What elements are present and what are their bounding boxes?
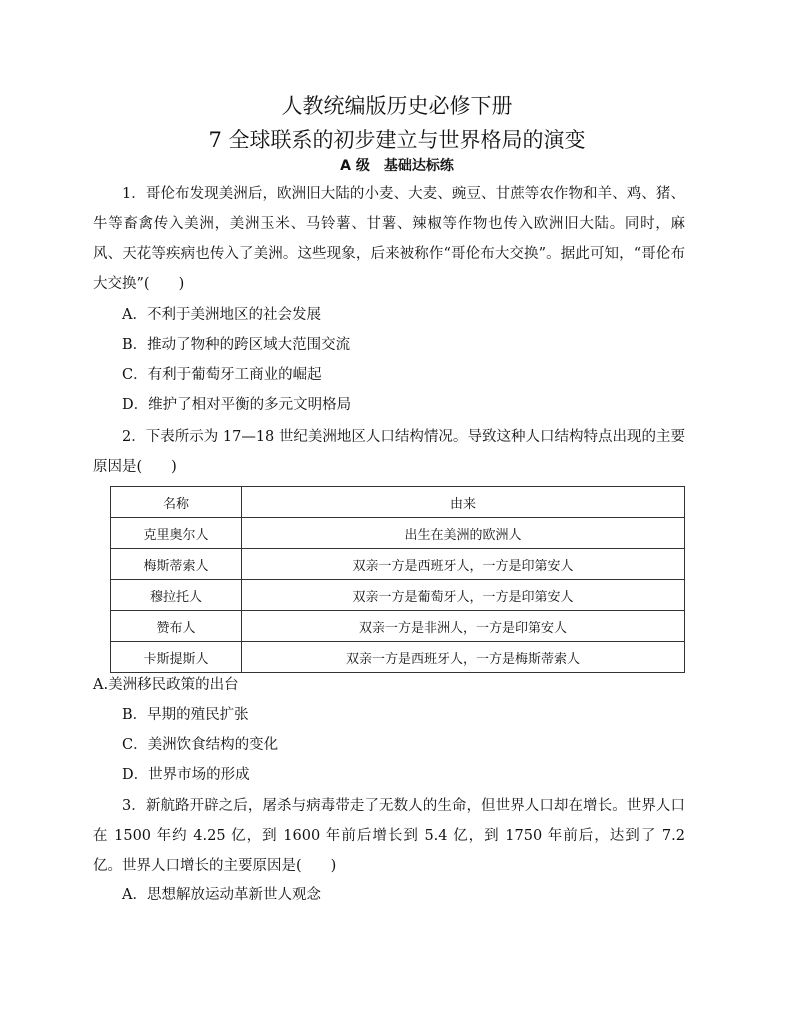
question-1-stem: 1．哥伦布发现美洲后，欧洲旧大陆的小麦、大麦、豌豆、甘蔗等农作物和羊、鸡、猪、牛等畜禽传入美洲，美洲玉米、马铃薯、甘薯、辣椒等作物也传入欧洲旧大陆。同时，麻风、天花等疾病也传入了美洲。这些现象，后来被称作“哥伦布大交换”。据此可知，“哥伦布大交换”( ): [93, 186, 685, 292]
population-origin-table: [110, 486, 685, 673]
table-cell-origin: 双亲一方是葡萄牙人，一方是印第安人: [242, 580, 685, 611]
table-cell-origin: 双亲一方是西班牙人，一方是梅斯蒂索人: [242, 642, 685, 673]
table-cell-origin: 双亲一方是西班牙人，一方是印第安人: [242, 549, 685, 580]
question-3-option-a: A．思想解放运动革新世人观念: [122, 887, 321, 903]
table-cell-name: 梅斯蒂索人: [111, 549, 242, 580]
table-cell-name: 赞布人: [111, 611, 242, 642]
table-row: [111, 518, 685, 549]
question-2-option-a: A.美洲移民政策的出台: [93, 677, 239, 693]
question-1-option-c: C．有利于葡萄牙工商业的崛起: [122, 367, 322, 383]
table-header-origin: 由来: [242, 487, 685, 518]
table-cell-name: 克里奥尔人: [111, 518, 242, 549]
table-row: [111, 642, 685, 673]
table-cell-origin: 双亲一方是非洲人，一方是印第安人: [242, 611, 685, 642]
question-2-option-d: D．世界市场的形成: [122, 767, 250, 783]
question-2-stem: 2．下表所示为 17—18 世纪美洲地区人口结构情况。导致这种人口结构特点出现的主要原因是( ): [93, 429, 685, 475]
question-3-stem: 3．新航路开辟之后，屠杀与病毒带走了无数人的生命，但世界人口却在增长。世界人口在 1500 年约 4.25 亿，到 1600 年前后增长到 5.4 亿，到 1750 年前后，达到了 7.2 亿。世界人口增长的主要原因是( ): [93, 798, 685, 874]
table-row: [111, 611, 685, 642]
section-subtitle: A 级 基础达标练: [340, 158, 454, 174]
document-title: 人教统编版历史必修下册: [281, 94, 513, 118]
table-cell-name: 卡斯提斯人: [111, 642, 242, 673]
table-cell-name: 穆拉托人: [111, 580, 242, 611]
question-2-option-c: C．美洲饮食结构的变化: [122, 737, 279, 753]
question-1-option-d: D．维护了相对平衡的多元文明格局: [122, 397, 352, 413]
table-cell-origin: 出生在美洲的欧洲人: [242, 518, 685, 549]
table-row: [111, 580, 685, 611]
question-1-option-a: A．不利于美洲地区的社会发展: [122, 307, 321, 323]
question-2-option-b: B．早期的殖民扩张: [122, 707, 249, 723]
table-row: [111, 549, 685, 580]
table-header-row: [111, 487, 685, 518]
lesson-title: 7 全球联系的初步建立与世界格局的演变: [208, 128, 586, 152]
question-1-option-b: B．推动了物种的跨区域大范围交流: [122, 337, 351, 353]
table-header-name: 名称: [111, 487, 242, 518]
